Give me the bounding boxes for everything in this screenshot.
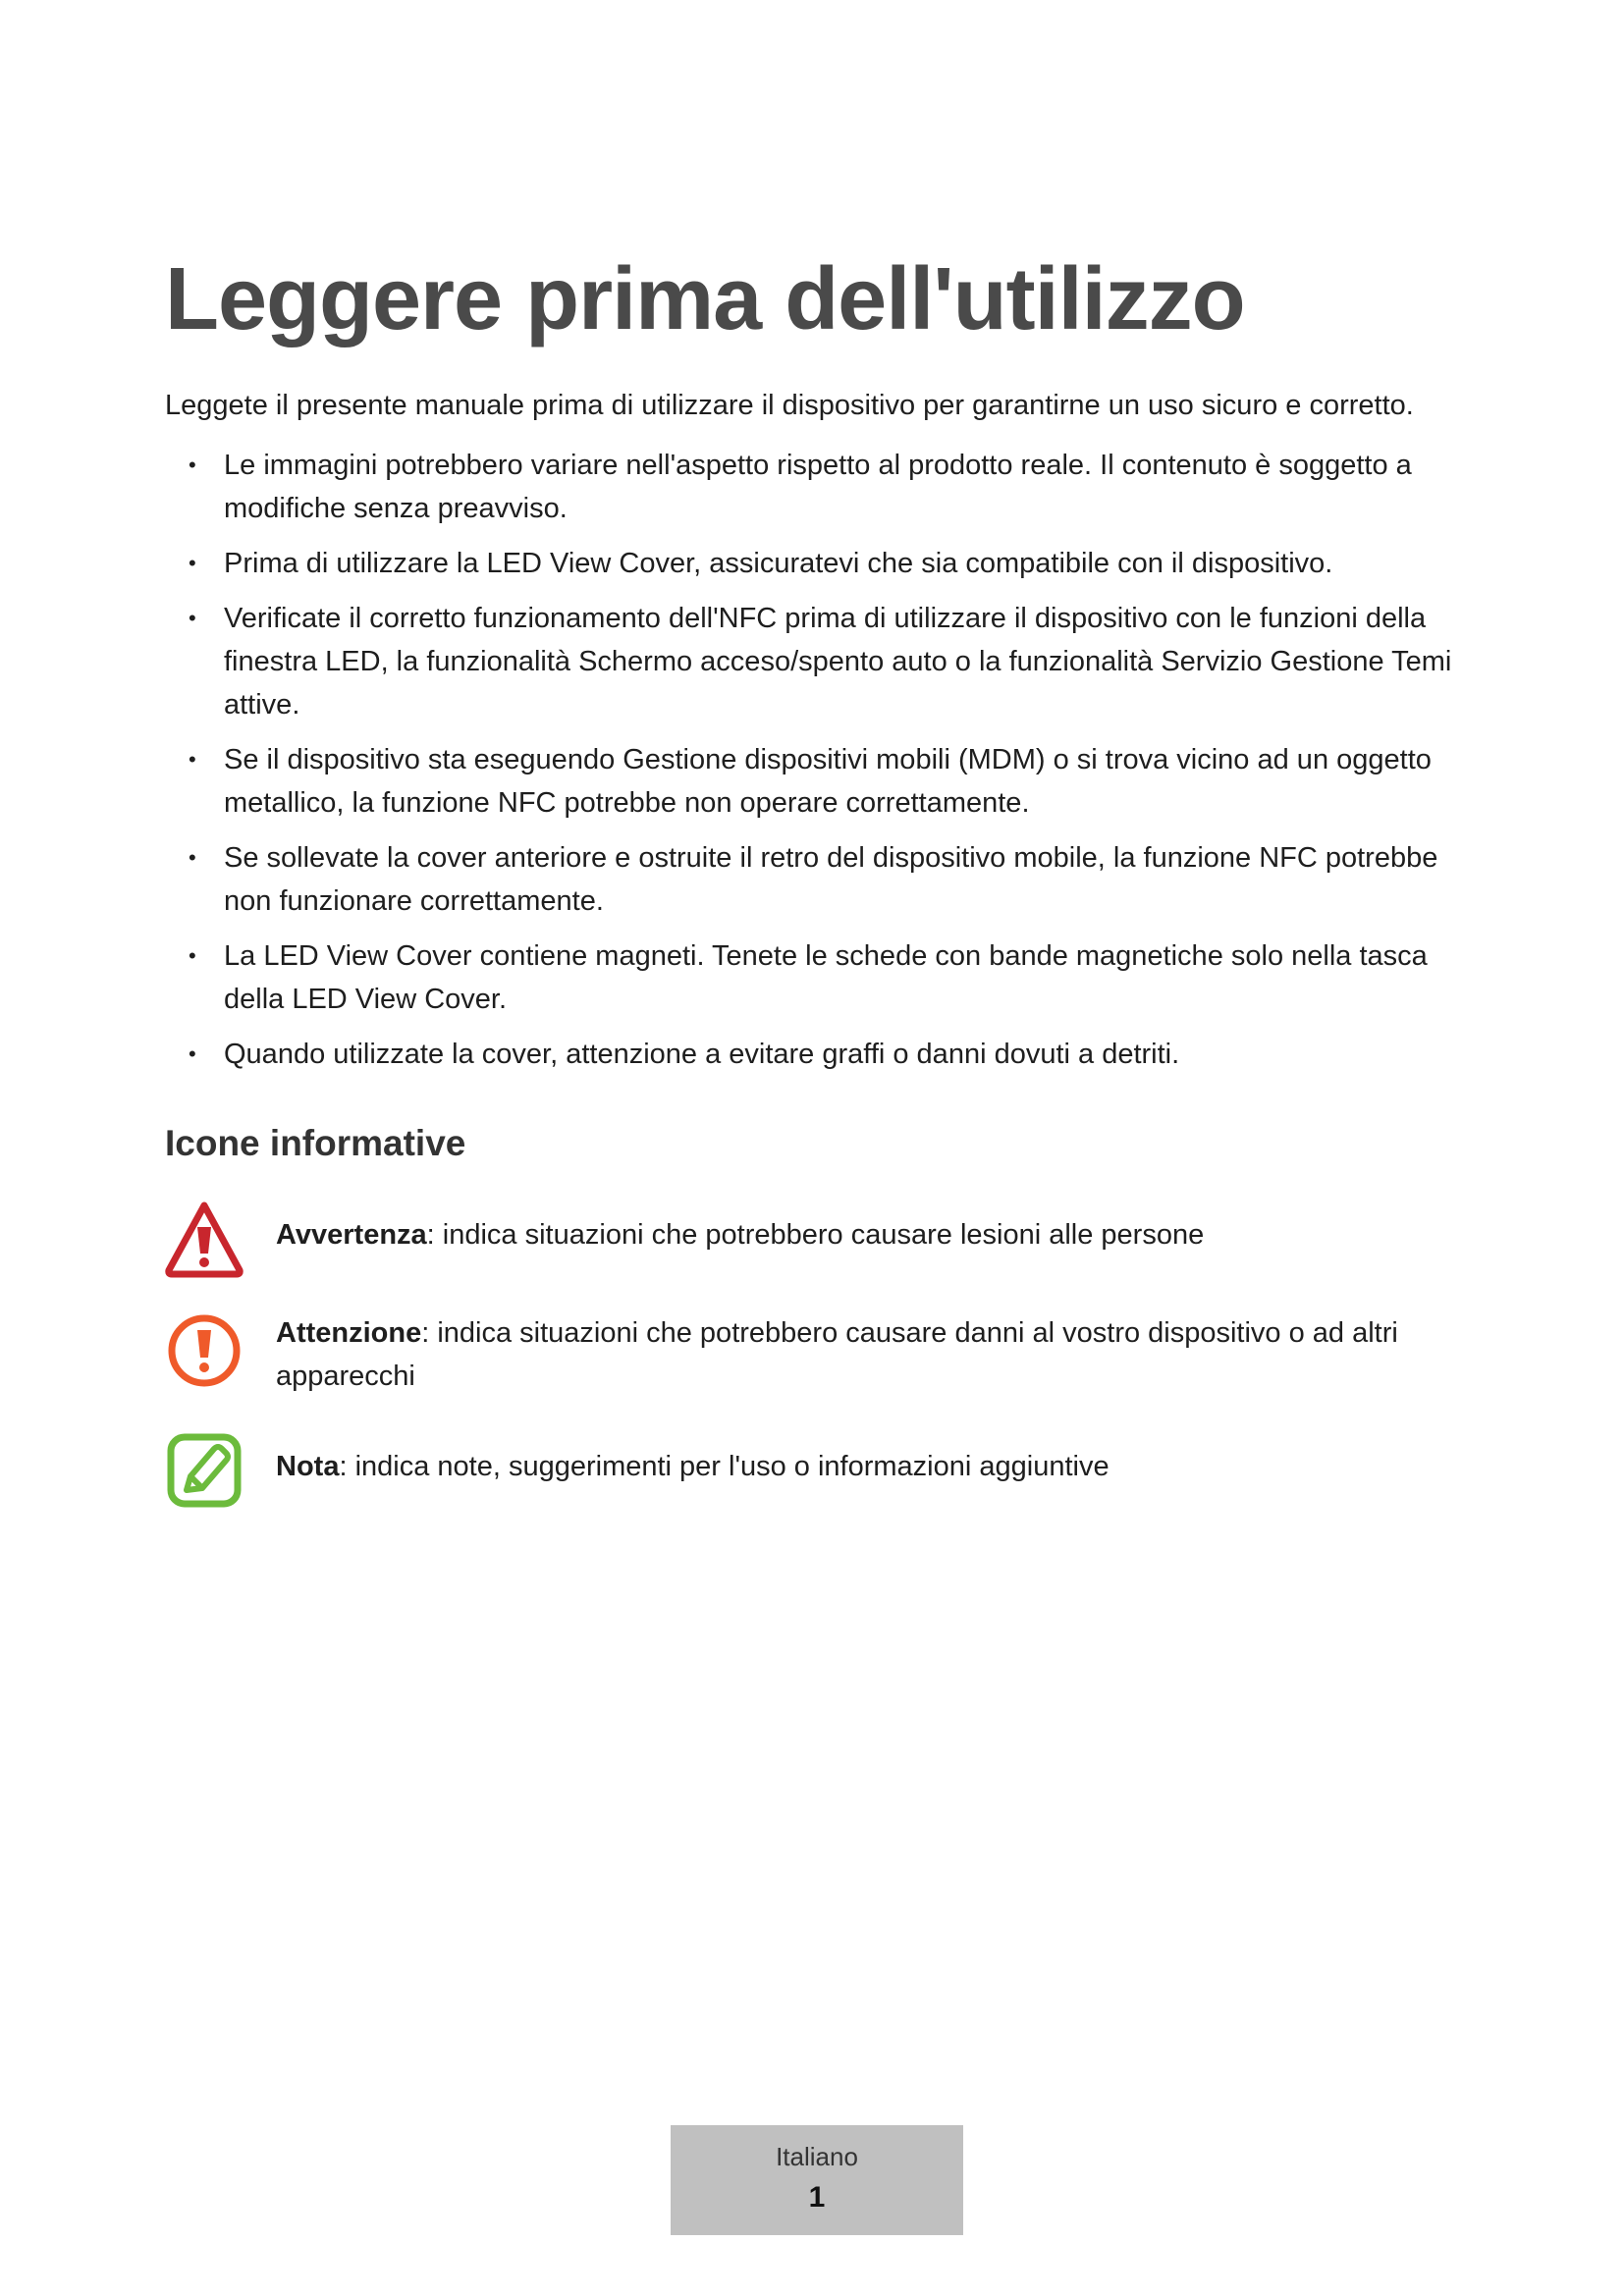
page-number: 1 <box>808 2181 826 2214</box>
legend-description: : indica situazioni che potrebbero causare lesioni alle persone <box>426 1219 1205 1251</box>
list-item <box>165 934 1481 1021</box>
list-item <box>165 738 1481 825</box>
page-title: Leggere prima dell'utilizzo <box>165 250 1245 348</box>
bullet-icon: • <box>189 551 196 575</box>
legend-term: Attenzione <box>276 1317 422 1349</box>
bullet-icon: • <box>189 845 196 870</box>
legend-term: Avvertenza <box>276 1219 427 1251</box>
bullet-icon: • <box>189 943 196 968</box>
list-item-text: La LED View Cover contiene magneti. Tenete le schede con bande magnetiche solo nella tasca della LED View Cover. <box>224 940 1428 1015</box>
bullet-icon: • <box>189 1041 196 1066</box>
legend-term: Nota <box>276 1451 340 1482</box>
bullet-icon: • <box>189 453 196 477</box>
section-heading-icons: Icone informative <box>165 1123 466 1163</box>
list-item <box>165 1033 1481 1076</box>
icon-legend-caution <box>165 1311 1481 1400</box>
bullet-icon: • <box>189 747 196 772</box>
icon-legend-warning <box>165 1200 1481 1278</box>
precautions-list <box>165 444 1481 1088</box>
list-item-text: Le immagini potrebbero variare nell'aspetto rispetto al prodotto reale. Il contenuto è soggetto a modifiche senza preavviso. <box>224 450 1412 524</box>
warning-triangle-icon <box>165 1200 244 1278</box>
list-item-text: Se il dispositivo sta eseguendo Gestione dispositivi mobili (MDM) o si trova vicino ad un oggetto metallico, la funzione NFC potrebbe non operare correttamente. <box>224 744 1432 819</box>
caution-circle-icon <box>165 1311 244 1390</box>
bullet-icon: • <box>189 606 196 630</box>
legend-description: : indica note, suggerimenti per l'uso o informazioni aggiuntive <box>339 1451 1110 1482</box>
list-item-text: Verificate il corretto funzionamento dell'NFC prima di utilizzare il dispositivo con le funzioni della finestra LED, la funzionalità Schermo acceso/spento auto o la funzionalità Servizio Gestione Temi attive. <box>224 603 1452 721</box>
icon-legend-text <box>276 1445 1481 1488</box>
list-item <box>165 836 1481 923</box>
intro-paragraph: Leggete il presente manuale prima di utilizzare il dispositivo per garantirne un uso sicuro e corretto. <box>165 390 1414 421</box>
page-footer <box>671 2125 963 2235</box>
footer-language: Italiano <box>776 2142 858 2171</box>
icon-legend-text <box>276 1213 1481 1256</box>
legend-description: : indica situazioni che potrebbero causare danni al vostro dispositivo o ad altri apparecchi <box>276 1317 1398 1392</box>
list-item-text: Se sollevate la cover anteriore e ostruite il retro del dispositivo mobile, la funzione NFC potrebbe non funzionare correttamente. <box>224 842 1438 917</box>
list-item <box>165 542 1481 585</box>
note-pen-icon <box>165 1431 244 1510</box>
list-item-text: Prima di utilizzare la LED View Cover, assicuratevi che sia compatibile con il dispositivo. <box>224 548 1333 579</box>
list-item <box>165 444 1481 530</box>
list-item-text: Quando utilizzate la cover, attenzione a evitare graffi o danni dovuti a detriti. <box>224 1039 1180 1070</box>
list-item <box>165 597 1481 726</box>
icon-legend-text <box>276 1311 1481 1398</box>
icon-legend-note <box>165 1431 1481 1510</box>
